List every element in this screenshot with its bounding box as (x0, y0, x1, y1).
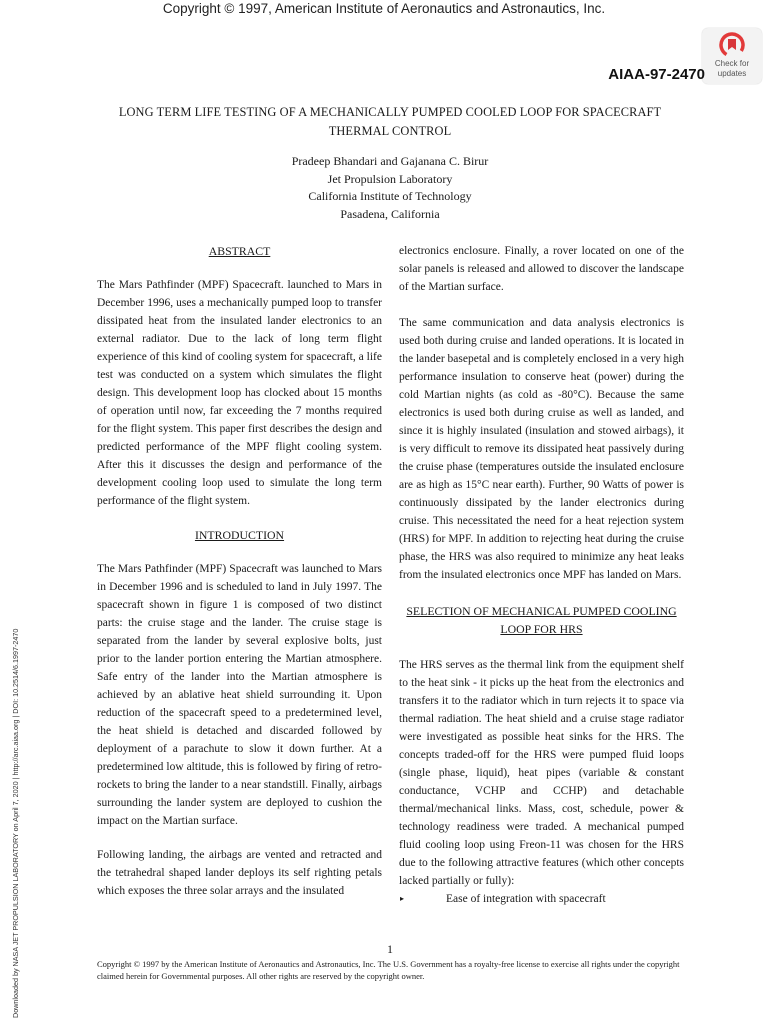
bullet-marker: ▸ (400, 894, 405, 903)
right-paragraph-3: The HRS serves as the thermal link from the equipment shelf to the heat sink - it picks up the heat from the electronics and transfers it to the radiator which in turn rejects it to space via thermal radiation. The heat shield and a cruise stage radiator were investigated as possible heat sinks for the HRS. The concepts traded-off for the HRS were pumped fluid loops (single phase, liquid), heat pipes (variable & constant conductance, VCHP and CCHP) and detachable thermal/mechanical links. Mass, cost, schedule, power & technology readiness were traded. A mechanical pumped fluid cooling loop using Freon-11 was chosen for the HRS due to the following attractive features (which other concepts lacked partially or fully): (399, 659, 684, 887)
footer-copyright: Copyright © 1997 by the American Institute of Aeronautics and Astronautics, Inc. The U.S. Government has a royalty-free license to exercise all rights under the copyright claimed herein for Governmental purposes. All other rights are reserved by the copyright owner. (97, 959, 680, 981)
abstract-paragraph: The Mars Pathfinder (MPF) Spacecraft. launched to Mars in December 1996, uses a mechanically pumped loop to transfer dissipated heat from the insulated lander electronics to an external radiator. Due to the lack of long term flight experience of this kind of cooling system for spacecraft, a life test was conducted on a system which simulates the flight design. This development loop has clocked about 15 months of operation until now, far exceeding the 7 months required for the flight system. This paper first describes the design and predicted performance of the MPF flight cooling system. After this it discusses the design and performance of the development cooling loop used to simulate the long term performance of the flight system. (97, 279, 382, 507)
author-affiliation-2: California Institute of Technology (308, 189, 472, 204)
selection-heading (399, 602, 684, 638)
bullet-text: Ease of integration with spacecraft (446, 893, 606, 905)
top-copyright: Copyright © 1997, American Institute of Aeronautics and Astronautics, Inc. (162, 1, 606, 16)
author-block (250, 153, 530, 223)
download-side-note: Downloaded by NASA JET PROPULSION LABORATORY on April 7, 2020 | http://arc.aiaa.org | DOI: 10.2514/6.1997-2470 (11, 628, 20, 1018)
right-paragraph-1: electronics enclosure. Finally, a rover located on one of the solar panels is released and allowed to discover the landscape of the Martian surface. (399, 245, 684, 293)
author-location: Pasadena, California (340, 206, 440, 221)
right-paragraph-2: The same communication and data analysis electronics is used both during cruise and landed operations. It is located in the lander basepetal and is completely enclosed in a very high performance insulation to conserve heat (power) during the cold Martian nights (as cold as -80°C). Because the same electronics is used both during cruise as well as landed, and since it is highly insulated (insulation and stowed airbags), it is very difficult to remove its dissipated heat passively during the cruise phase (temperatures outside the insulated enclosure are as high as 15°C near earth). Further, 90 Watts of power is continuously dissipated by the lander electronics during cruise. This necessitated the need for a heat rejection system (HRS) for MPF. In addition to rejecting heat during the cruise phase, the HRS was also required to minimize any heat leaks from the insulated electronics once MPF has landed on Mars. (399, 317, 684, 581)
left-column (97, 242, 382, 900)
selection-heading-line-2: LOOP FOR HRS (500, 622, 583, 636)
report-number: AIAA-97-2470 (608, 66, 705, 83)
page-number: 1 (387, 942, 393, 956)
author-affiliation-1: Jet Propulsion Laboratory (327, 171, 453, 186)
introduction-paragraph-1: The Mars Pathfinder (MPF) Spacecraft was launched to Mars in December 1996 and is scheduled to land in July 1997. The spacecraft shown in figure 1 is composed of two distinct parts: the cruise stage and the lander. The cruise stage is separated from the lander by several explosive bolts, just prior to the lander portion entering the Martian atmosphere. Safe entry of the lander into the Martian atmosphere is achieved by an ablative heat shield surrounding it. Upon reduction of the spacecraft speed to a predetermined level, the heat shield is detached and discarded followed by deployment of a parachute to slow it down further. At a predetermined low altitude, this is followed by firing of retro-rockets to bring the lander to a near standstill. Finally, airbags surrounding the lander system are deployed to cushion the impact on the Martian surface. (97, 563, 382, 827)
check-for-updates-icon (718, 32, 746, 58)
introduction-paragraph-2: Following landing, the airbags are vented and retracted and the tetrahedral shaped lander deploys its self righting petals which exposes the three solar arrays and the insulated (97, 849, 382, 897)
abstract-heading: ABSTRACT (208, 244, 271, 258)
selection-heading-line-1: SELECTION OF MECHANICAL PUMPED COOLING (406, 604, 677, 618)
check-for-updates-badge[interactable] (702, 28, 762, 84)
bullet-item (399, 890, 684, 908)
badge-label-line2: updates (717, 69, 747, 78)
badge-label-line1: Check for (714, 59, 750, 68)
introduction-heading: INTRODUCTION (194, 528, 285, 542)
right-column (399, 242, 684, 908)
paper-title (110, 103, 670, 141)
title-line-1: LONG TERM LIFE TESTING OF A MECHANICALLY PUMPED COOLED LOOP FOR SPACECRAFT (118, 105, 662, 119)
title-line-2: THERMAL CONTROL (328, 124, 452, 138)
author-names: Pradeep Bhandari and Gajanana C. Birur (291, 154, 489, 168)
